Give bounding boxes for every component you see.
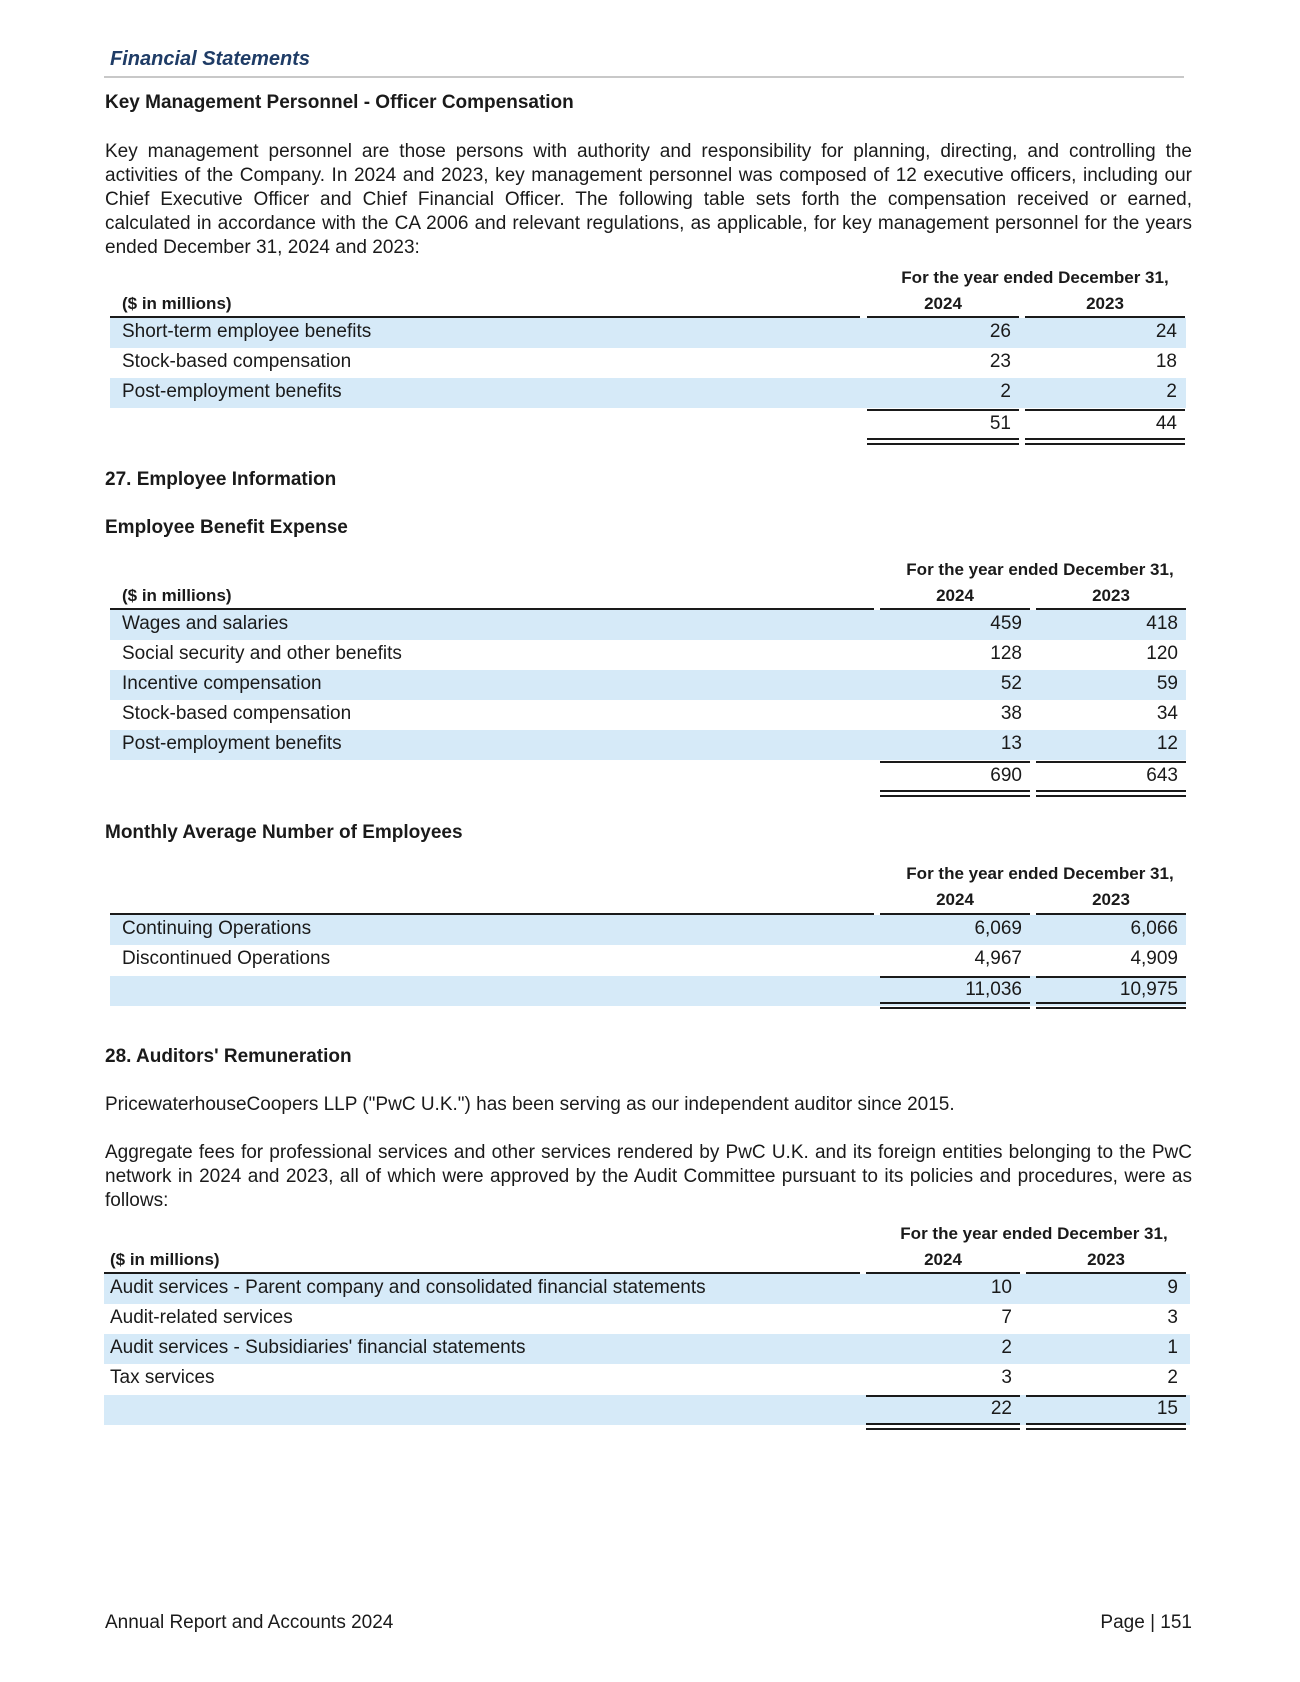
value-2024: 459: [990, 613, 1022, 634]
value-2023: 2: [1167, 1367, 1178, 1388]
table-row: [110, 318, 1186, 348]
period-header: For the year ended December 31,: [906, 560, 1174, 579]
kmp-heading: Key Management Personnel - Officer Compensation: [105, 92, 574, 113]
row-label: Discontinued Operations: [122, 948, 331, 969]
total-2024: 51: [989, 413, 1011, 434]
value-2024: 2: [1000, 381, 1011, 402]
row-label: Stock-based compensation: [122, 351, 352, 372]
table-row: [104, 1304, 1190, 1334]
unit-label: ($ in millions): [122, 294, 232, 313]
value-2023: 418: [1146, 613, 1178, 634]
value-2023: 6,066: [1130, 918, 1178, 939]
section-28-heading: 28. Auditors' Remuneration: [105, 1046, 352, 1067]
value-2023: 12: [1156, 733, 1178, 754]
year-2024: 2024: [924, 1250, 962, 1269]
row-label: Post-employment benefits: [122, 733, 342, 754]
table-row: [104, 1274, 1190, 1304]
table-row: [110, 915, 1186, 945]
value-2024: 10: [990, 1277, 1012, 1298]
period-header: For the year ended December 31,: [900, 1224, 1168, 1243]
total-row: [110, 762, 1186, 792]
value-2024: 38: [1000, 703, 1022, 724]
footer-report-title: Annual Report and Accounts 2024: [105, 1612, 394, 1633]
row-label: Stock-based compensation: [122, 703, 352, 724]
value-2024: 128: [990, 643, 1022, 664]
year-2024: 2024: [936, 890, 974, 909]
value-2023: 120: [1146, 643, 1178, 664]
value-2024: 4,967: [974, 948, 1022, 969]
total-2023: 15: [1156, 1398, 1178, 1419]
subtotal-rule: [866, 1395, 1020, 1397]
row-label: Audit services - Parent company and consolidated financial statements: [110, 1277, 706, 1298]
value-2023: 18: [1155, 351, 1177, 372]
value-2023: 59: [1156, 673, 1178, 694]
value-2023: 3: [1167, 1307, 1178, 1328]
table-row: [104, 1334, 1190, 1364]
kmp-table: [110, 264, 1186, 444]
year-2023: 2023: [1087, 1250, 1125, 1269]
total-double-rule: [1036, 1002, 1186, 1009]
total-2024: 690: [990, 765, 1022, 786]
total-double-rule: [867, 438, 1019, 445]
table-row: [110, 945, 1186, 975]
footer-page-number: Page | 151: [1100, 1612, 1192, 1633]
value-2024: 7: [1001, 1307, 1012, 1328]
year-2024: 2024: [936, 586, 974, 605]
row-label: Tax services: [110, 1367, 215, 1388]
value-2024: 26: [989, 321, 1011, 342]
period-header: For the year ended December 31,: [901, 268, 1169, 287]
value-2024: 52: [1000, 673, 1022, 694]
total-row: [104, 1395, 1190, 1425]
headcount-heading: Monthly Average Number of Employees: [105, 822, 463, 843]
subtotal-rule: [880, 976, 1030, 978]
table-row: [110, 348, 1186, 378]
total-double-rule: [880, 1002, 1030, 1009]
auditors-table: [104, 1220, 1190, 1432]
period-header: For the year ended December 31,: [906, 864, 1174, 883]
benefit-table: [110, 556, 1186, 798]
value-2024: 23: [989, 351, 1011, 372]
total-2024: 22: [990, 1398, 1012, 1419]
row-label: Audit services - Subsidiaries' financial statements: [110, 1337, 526, 1358]
total-row: [110, 410, 1186, 440]
section-27-heading: 27. Employee Information: [105, 469, 337, 490]
auditors-paragraph-2: Aggregate fees for professional services and other services rendered by PwC U.K. and its foreign entities belonging to the PwC network in 2024 and 2023, all of which were approved by the Audit Committee pursuant to its policies and procedures, were as follows:: [105, 1142, 1192, 1211]
row-label: Short-term employee benefits: [122, 321, 372, 342]
row-label: Incentive compensation: [122, 673, 322, 694]
total-2023: 10,975: [1119, 979, 1178, 1000]
table-row: [110, 640, 1186, 670]
value-2024: 2: [1001, 1337, 1012, 1358]
total-double-rule: [1036, 790, 1186, 797]
table-row: [110, 610, 1186, 640]
value-2023: 34: [1156, 703, 1178, 724]
row-label: Wages and salaries: [122, 613, 289, 634]
value-2023: 2: [1166, 381, 1177, 402]
value-2024: 3: [1001, 1367, 1012, 1388]
value-2023: 9: [1167, 1277, 1178, 1298]
subtotal-rule: [1036, 976, 1186, 978]
year-2024: 2024: [924, 294, 962, 313]
table-row: [110, 670, 1186, 700]
header-divider: [104, 76, 1184, 78]
total-2024: 11,036: [965, 979, 1022, 1000]
total-double-rule: [866, 1423, 1020, 1430]
table-row: [104, 1364, 1190, 1394]
headcount-table: [110, 860, 1186, 1010]
row-label: Continuing Operations: [122, 918, 312, 939]
total-2023: 44: [1155, 413, 1177, 434]
value-2024: 6,069: [974, 918, 1022, 939]
table-row: [110, 378, 1186, 408]
total-2023: 643: [1146, 765, 1178, 786]
row-label: Social security and other benefits: [122, 643, 402, 664]
year-2023: 2023: [1092, 890, 1130, 909]
auditors-paragraph-1: PricewaterhouseCoopers LLP ("PwC U.K.") has been serving as our independent auditor since 2015.: [105, 1094, 955, 1115]
table-row: [110, 700, 1186, 730]
total-double-rule: [1025, 438, 1185, 445]
subtotal-rule: [1026, 1395, 1186, 1397]
unit-label: ($ in millions): [110, 1250, 220, 1269]
year-2023: 2023: [1086, 294, 1124, 313]
table-row: [110, 730, 1186, 760]
row-label: Audit-related services: [110, 1307, 293, 1328]
value-2023: 4,909: [1130, 948, 1178, 969]
kmp-paragraph: Key management personnel are those persons with authority and responsibility for planning, directing, and controlling the activities of the Company. In 2024 and 2023, key management personnel was composed of 12 executive officers, including our Chief Executive Officer and Chief Financial Officer. The following table sets forth the compensation received or earned, calculated in accordance with the CA 2006 and relevant regulations, as applicable, for key management personnel for the years ended December 31, 2024 and 2023:: [105, 141, 1192, 258]
total-double-rule: [1026, 1423, 1186, 1430]
row-label: Post-employment benefits: [122, 381, 342, 402]
page-header-title: Financial Statements: [110, 48, 311, 70]
total-double-rule: [880, 790, 1030, 797]
value-2023: 24: [1155, 321, 1177, 342]
benefit-heading: Employee Benefit Expense: [105, 517, 348, 538]
unit-label: ($ in millions): [122, 586, 232, 605]
value-2024: 13: [1000, 733, 1022, 754]
year-2023: 2023: [1092, 586, 1130, 605]
value-2023: 1: [1167, 1337, 1178, 1358]
